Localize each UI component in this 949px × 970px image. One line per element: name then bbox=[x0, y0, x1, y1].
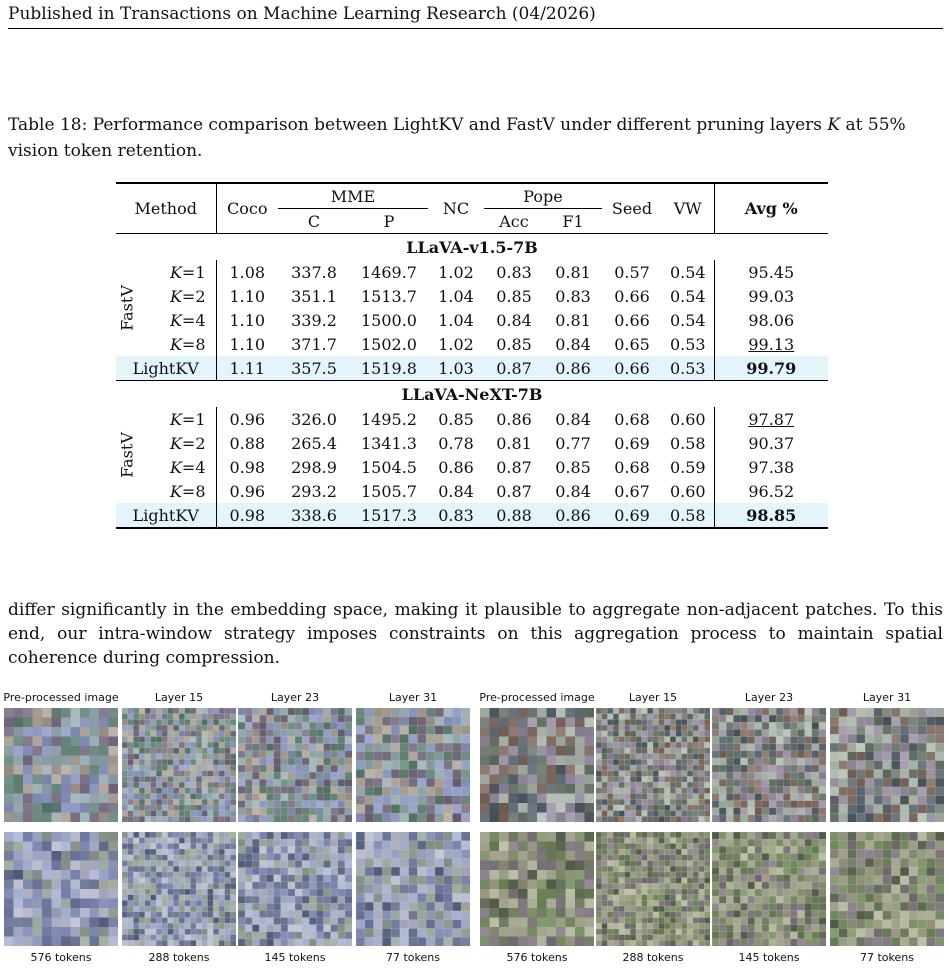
figure-column-title: Layer 15 bbox=[154, 691, 204, 704]
token-merging-figure bbox=[4, 688, 944, 970]
k-cell: K=8 bbox=[138, 332, 216, 356]
value-cell: 1505.7 bbox=[361, 481, 417, 501]
value-cell: 1500.0 bbox=[361, 310, 417, 330]
value-cell: 0.53 bbox=[662, 332, 714, 356]
value-cell: 0.68 bbox=[614, 457, 650, 477]
avg-cell: 99.13 bbox=[748, 334, 795, 354]
value-cell: 0.77 bbox=[555, 433, 591, 453]
original-image bbox=[480, 708, 594, 822]
value-cell: 1341.3 bbox=[361, 433, 417, 453]
value-cell: 0.86 bbox=[544, 503, 602, 528]
layer15-merge-map bbox=[596, 832, 710, 946]
value-cell: 298.9 bbox=[291, 457, 337, 477]
value-cell: 0.65 bbox=[614, 334, 650, 354]
col-pope-acc: Acc bbox=[484, 209, 544, 234]
value-cell: 1502.0 bbox=[361, 334, 417, 354]
avg-cell: 97.38 bbox=[748, 457, 795, 477]
value-cell: 337.8 bbox=[291, 262, 337, 282]
value-cell: 357.5 bbox=[278, 356, 350, 381]
lightkv-label: LightKV bbox=[116, 503, 216, 528]
figure-column-title: Layer 31 bbox=[388, 691, 438, 704]
value-cell: 1517.3 bbox=[350, 503, 428, 528]
layer31-merge-map bbox=[830, 708, 944, 822]
caption-suffix: at 55% vision token retention. bbox=[8, 115, 906, 161]
lightkv-row bbox=[116, 356, 828, 381]
value-cell: 0.85 bbox=[496, 334, 532, 354]
figure-column-title: Layer 15 bbox=[628, 691, 678, 704]
value-cell: 0.84 bbox=[438, 481, 474, 501]
col-pope: Pope bbox=[523, 186, 563, 206]
k-cell: K=4 bbox=[138, 455, 216, 479]
value-cell: 0.84 bbox=[555, 409, 591, 429]
col-pope-f1: F1 bbox=[544, 209, 602, 234]
value-cell: 1469.7 bbox=[361, 262, 417, 282]
lightkv-label: LightKV bbox=[116, 356, 216, 381]
value-cell: 0.83 bbox=[555, 286, 591, 306]
layer31-merge-map bbox=[356, 832, 470, 946]
value-cell: 0.98 bbox=[216, 503, 278, 528]
value-cell: 0.88 bbox=[484, 503, 544, 528]
value-cell: 1513.7 bbox=[361, 286, 417, 306]
original-image bbox=[4, 708, 118, 822]
figure-column-title: Pre-processed image bbox=[479, 691, 595, 704]
value-cell: 326.0 bbox=[291, 409, 337, 429]
value-cell: 1.03 bbox=[428, 356, 484, 381]
value-cell: 0.81 bbox=[555, 310, 591, 330]
value-cell: 1.02 bbox=[438, 334, 474, 354]
section-title: LLaVA-v1.5-7B bbox=[406, 237, 538, 257]
col-nc: NC bbox=[442, 199, 470, 218]
value-cell: 0.84 bbox=[555, 481, 591, 501]
running-header: Published in Transactions on Machine Learning Research (04/2026) bbox=[8, 4, 596, 24]
value-cell: 0.87 bbox=[484, 356, 544, 381]
value-cell: 0.68 bbox=[614, 409, 650, 429]
col-vw: VW bbox=[662, 184, 714, 234]
value-cell: 1.04 bbox=[438, 286, 474, 306]
figure-column-title: Layer 31 bbox=[862, 691, 912, 704]
avg-cell: 98.85 bbox=[714, 503, 828, 528]
figure-column-title: Layer 23 bbox=[270, 691, 320, 704]
layer23-merge-map bbox=[712, 708, 826, 822]
k-cell: K=2 bbox=[138, 431, 216, 455]
original-image bbox=[4, 832, 118, 946]
layer23-merge-map bbox=[238, 708, 352, 822]
value-cell: 1504.5 bbox=[361, 457, 417, 477]
caption-k: K bbox=[827, 115, 841, 135]
avg-cell: 95.45 bbox=[748, 262, 795, 282]
col-seed: Seed bbox=[611, 199, 653, 218]
table-row bbox=[116, 431, 828, 455]
value-cell: 0.58 bbox=[662, 431, 714, 455]
avg-cell: 90.37 bbox=[748, 433, 795, 453]
value-cell: 0.60 bbox=[662, 479, 714, 503]
value-cell: 0.86 bbox=[438, 457, 474, 477]
value-cell: 0.88 bbox=[229, 433, 266, 453]
value-cell: 0.83 bbox=[496, 262, 532, 282]
value-cell: 0.57 bbox=[614, 262, 650, 282]
lightkv-row bbox=[116, 503, 828, 528]
value-cell: 0.83 bbox=[428, 503, 484, 528]
value-cell: 0.69 bbox=[602, 503, 662, 528]
token-count-label: 576 tokens bbox=[30, 951, 92, 964]
col-mme: MME bbox=[330, 186, 376, 206]
value-cell: 0.78 bbox=[438, 433, 474, 453]
value-cell: 0.96 bbox=[229, 409, 266, 429]
k-cell: K=1 bbox=[138, 407, 216, 431]
table-row bbox=[116, 308, 828, 332]
value-cell: 351.1 bbox=[291, 286, 337, 306]
avg-cell: 97.87 bbox=[748, 409, 795, 429]
value-cell: 1.10 bbox=[229, 286, 266, 306]
layer31-merge-map bbox=[830, 832, 944, 946]
value-cell: 0.53 bbox=[662, 356, 714, 381]
body-paragraph: differ significantly in the embedding space, making it plausible to aggregate non-adjacent patches. To this end, our intra-window strategy imposes constraints on this aggregation process to maintain spatial coherence during compression. bbox=[8, 600, 943, 668]
value-cell: 0.81 bbox=[496, 433, 532, 453]
value-cell: 1.10 bbox=[229, 334, 266, 354]
original-image bbox=[480, 832, 594, 946]
value-cell: 0.85 bbox=[438, 409, 474, 429]
avg-cell: 99.79 bbox=[714, 356, 828, 381]
value-cell: 293.2 bbox=[291, 481, 337, 501]
col-mme-p: P bbox=[350, 209, 428, 234]
layer23-merge-map bbox=[712, 832, 826, 946]
token-count-label: 77 tokens bbox=[860, 951, 914, 964]
col-method: Method bbox=[116, 184, 216, 234]
value-cell: 0.98 bbox=[229, 457, 266, 477]
col-avg: Avg % bbox=[744, 199, 798, 218]
value-cell: 1.02 bbox=[438, 262, 474, 282]
fastv-group-label: FastV bbox=[117, 285, 137, 331]
value-cell: 1495.2 bbox=[361, 409, 417, 429]
table-row bbox=[116, 332, 828, 356]
token-count-label: 288 tokens bbox=[148, 951, 210, 964]
value-cell: 0.60 bbox=[662, 407, 714, 431]
value-cell: 0.85 bbox=[496, 286, 532, 306]
header-rule bbox=[8, 28, 943, 29]
avg-cell: 99.03 bbox=[748, 286, 795, 306]
layer23-merge-map bbox=[238, 832, 352, 946]
token-count-label: 77 tokens bbox=[386, 951, 440, 964]
value-cell: 1.08 bbox=[229, 262, 266, 282]
k-cell: K=4 bbox=[138, 308, 216, 332]
value-cell: 0.96 bbox=[229, 481, 266, 501]
value-cell: 0.87 bbox=[496, 457, 532, 477]
value-cell: 0.87 bbox=[496, 481, 532, 501]
value-cell: 1.10 bbox=[229, 310, 266, 330]
value-cell: 339.2 bbox=[291, 310, 337, 330]
layer15-merge-map bbox=[596, 708, 710, 822]
value-cell: 0.67 bbox=[614, 481, 650, 501]
value-cell: 0.86 bbox=[544, 356, 602, 381]
k-cell: K=2 bbox=[138, 284, 216, 308]
value-cell: 371.7 bbox=[291, 334, 337, 354]
k-cell: K=1 bbox=[138, 260, 216, 284]
layer15-merge-map bbox=[122, 832, 236, 946]
value-cell: 1.11 bbox=[216, 356, 278, 381]
token-count-label: 145 tokens bbox=[264, 951, 326, 964]
col-mme-c: C bbox=[278, 209, 350, 234]
token-count-label: 145 tokens bbox=[738, 951, 800, 964]
value-cell: 0.54 bbox=[662, 308, 714, 332]
table-row bbox=[116, 479, 828, 503]
value-cell: 0.69 bbox=[614, 433, 650, 453]
value-cell: 0.66 bbox=[614, 310, 650, 330]
layer15-merge-map bbox=[122, 708, 236, 822]
avg-cell: 98.06 bbox=[748, 310, 795, 330]
layer31-merge-map bbox=[356, 708, 470, 822]
avg-cell: 96.52 bbox=[748, 481, 795, 501]
value-cell: 0.66 bbox=[602, 356, 662, 381]
caption-prefix: Table 18: Performance comparison between LightKV and FastV under different pruning layers bbox=[8, 115, 828, 135]
value-cell: 0.54 bbox=[662, 260, 714, 284]
figure-column-title: Layer 23 bbox=[744, 691, 794, 704]
figure-column-title: Pre-processed image bbox=[3, 691, 119, 704]
table-caption bbox=[8, 112, 943, 164]
header-row-1 bbox=[116, 184, 828, 209]
table-row bbox=[116, 284, 828, 308]
table-row bbox=[116, 260, 828, 284]
fastv-group-label: FastV bbox=[117, 432, 137, 478]
section-title: LLaVA-NeXT-7B bbox=[401, 384, 543, 404]
value-cell: 0.81 bbox=[555, 262, 591, 282]
col-coco: Coco bbox=[227, 199, 268, 218]
value-cell: 338.6 bbox=[278, 503, 350, 528]
token-count-label: 576 tokens bbox=[506, 951, 568, 964]
value-cell: 1.04 bbox=[438, 310, 474, 330]
value-cell: 0.86 bbox=[496, 409, 532, 429]
results-table bbox=[116, 182, 828, 529]
token-count-label: 288 tokens bbox=[622, 951, 684, 964]
value-cell: 0.58 bbox=[662, 503, 714, 528]
value-cell: 0.85 bbox=[555, 457, 591, 477]
value-cell: 0.59 bbox=[662, 455, 714, 479]
value-cell: 0.54 bbox=[662, 284, 714, 308]
value-cell: 0.84 bbox=[555, 334, 591, 354]
value-cell: 265.4 bbox=[291, 433, 337, 453]
table-row bbox=[116, 407, 828, 431]
value-cell: 0.84 bbox=[496, 310, 532, 330]
value-cell: 1519.8 bbox=[350, 356, 428, 381]
value-cell: 0.66 bbox=[614, 286, 650, 306]
table-row bbox=[116, 455, 828, 479]
k-cell: K=8 bbox=[138, 479, 216, 503]
